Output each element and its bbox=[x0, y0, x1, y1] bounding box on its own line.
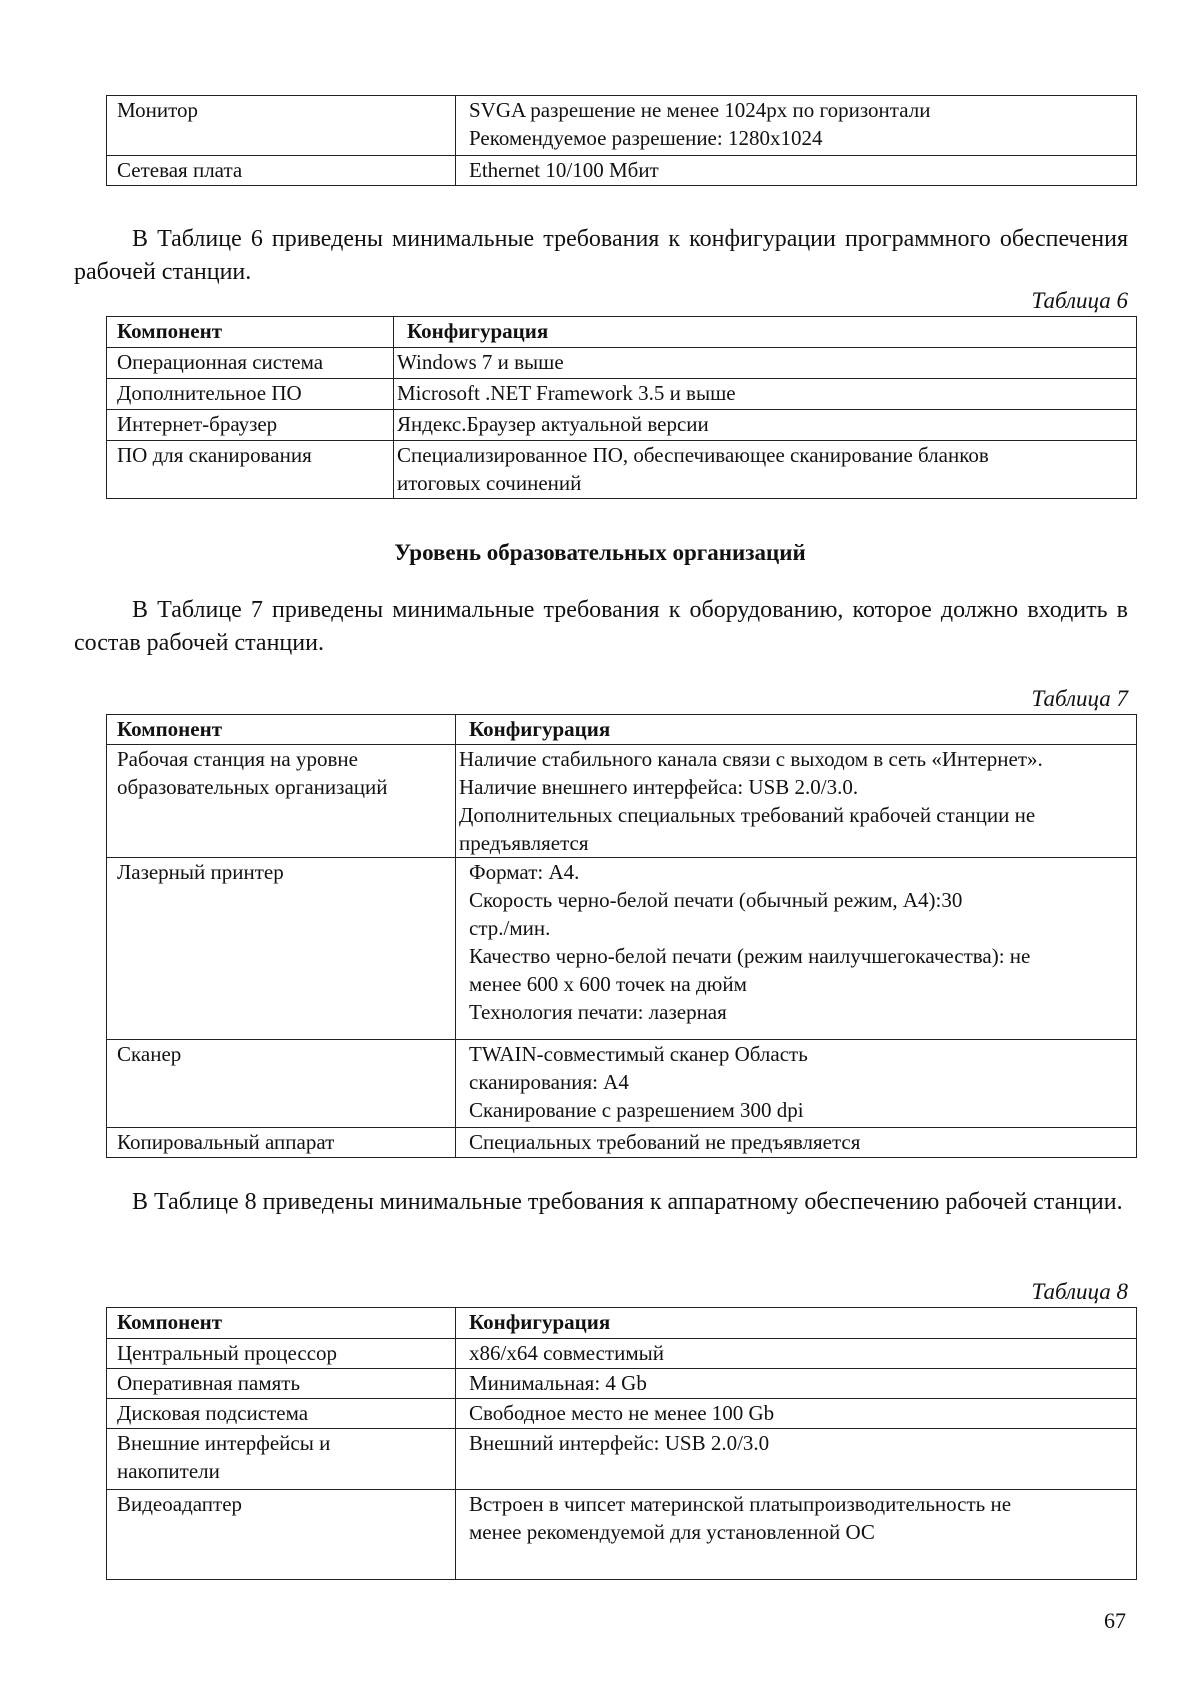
table-cell-config bbox=[456, 156, 1137, 186]
table-7 bbox=[106, 714, 1137, 1158]
table-cell-component bbox=[107, 1490, 456, 1580]
table-cell-component: Операционная система bbox=[107, 348, 394, 379]
table-7-caption: Таблица 7 bbox=[1031, 686, 1128, 711]
component-line: Внешние интерфейсы и bbox=[117, 1431, 331, 1455]
table-cell-component: Монитор bbox=[107, 96, 456, 156]
component-line: Дисковая подсистема bbox=[117, 1401, 309, 1425]
table-row bbox=[107, 1490, 1137, 1580]
table-cell-component: Сетевая плата bbox=[107, 156, 456, 186]
config-line: менее рекомендуемой для установленной ОС bbox=[469, 1520, 875, 1544]
table-cell-component bbox=[107, 1399, 456, 1429]
table-row bbox=[107, 156, 1137, 186]
table-header-row bbox=[107, 715, 1137, 745]
table-cell-config bbox=[456, 1339, 1137, 1369]
table-cell-config bbox=[394, 379, 1137, 410]
config-line: стр./мин. bbox=[469, 916, 551, 940]
table-cell-component bbox=[107, 1369, 456, 1399]
table-row bbox=[107, 348, 1137, 379]
config-line: Формат: А4. bbox=[469, 860, 580, 884]
config-line: Минимальная: 4 Gb bbox=[469, 1371, 647, 1395]
table-row bbox=[107, 1399, 1137, 1429]
table-row bbox=[107, 1128, 1137, 1158]
config-line: менее 600 х 600 точек на дюйм bbox=[469, 972, 747, 996]
table-row bbox=[107, 1429, 1137, 1490]
table-row bbox=[107, 96, 1137, 156]
table-cell-component bbox=[107, 1429, 456, 1490]
paragraph-table-6-intro: В Таблице 6 приведены минимальные требования к конфигурации программного обеспечения рабочей станции. bbox=[74, 226, 1128, 285]
header-component: Компонент bbox=[107, 317, 394, 348]
table-cell-component: Дополнительное ПО bbox=[107, 379, 394, 410]
table-6 bbox=[106, 316, 1137, 499]
section-heading: Уровень образовательных организаций bbox=[394, 540, 806, 565]
table-cell-component: Интернет-браузер bbox=[107, 410, 394, 441]
table-row bbox=[107, 379, 1137, 410]
table-cell-component: ПО для сканирования bbox=[107, 441, 394, 499]
config-line: Скорость черно-белой печати (обычный режим, А4):30 bbox=[469, 888, 963, 912]
page-number: 67 bbox=[1104, 1608, 1126, 1633]
config-line: x86/x64 совместимый bbox=[469, 1341, 664, 1365]
table-5-tail bbox=[106, 95, 1137, 186]
table-row bbox=[107, 441, 1137, 499]
config-line: Технология печати: лазерная bbox=[469, 1000, 727, 1024]
config-line: SVGA разрешение не менее 1024px по горизонтали bbox=[469, 98, 931, 122]
table-cell-config bbox=[456, 1429, 1137, 1490]
config-line: сканирования: А4 bbox=[469, 1070, 629, 1094]
table-6-caption: Таблица 6 bbox=[1031, 288, 1128, 313]
config-line: Наличие стабильного канала связи с выходом в сеть «Интернет». bbox=[459, 747, 1043, 771]
config-line: Внешний интерфейс: USB 2.0/3.0 bbox=[469, 1431, 770, 1455]
config-line: Специальных требований не предъявляется bbox=[469, 1130, 861, 1154]
table-8 bbox=[106, 1307, 1137, 1580]
config-line: Дополнительных специальных требований крабочей станции не bbox=[459, 803, 1036, 827]
config-line: Сканирование с разрешением 300 dpi bbox=[469, 1098, 804, 1122]
config-line: Специализированное ПО, обеспечивающее сканирование бланков bbox=[397, 443, 989, 467]
component-line: Лазерный принтер bbox=[117, 860, 284, 884]
table-cell-config bbox=[456, 745, 1137, 858]
table-cell-config bbox=[456, 1040, 1137, 1128]
table-row bbox=[107, 858, 1137, 1040]
table-row bbox=[107, 745, 1137, 858]
config-line: TWAIN-совместимый сканер Область bbox=[469, 1042, 808, 1066]
paragraph-table-8-intro: В Таблице 8 приведены минимальные требования к аппаратному обеспечению рабочей станции. bbox=[132, 1189, 1123, 1215]
table-cell-config bbox=[394, 441, 1137, 499]
table-cell-component bbox=[107, 858, 456, 1040]
table-row bbox=[107, 410, 1137, 441]
config-line: Microsoft .NET Framework 3.5 и выше bbox=[397, 381, 736, 405]
table-cell-config bbox=[456, 1490, 1137, 1580]
component-line: Центральный процессор bbox=[117, 1341, 338, 1365]
table-cell-component bbox=[107, 1339, 456, 1369]
header-config: Конфигурация bbox=[456, 715, 1137, 745]
component-line: Сканер bbox=[117, 1042, 182, 1066]
paragraph-table-7-intro: В Таблице 7 приведены минимальные требования к оборудованию, которое должно входить в состав рабочей станции. bbox=[74, 597, 1128, 656]
table-cell-config bbox=[456, 858, 1137, 1040]
component-line: образовательных организаций bbox=[117, 775, 388, 799]
table-cell-config bbox=[456, 96, 1137, 156]
table-cell-component bbox=[107, 1040, 456, 1128]
table-8-caption: Таблица 8 bbox=[1031, 1279, 1128, 1304]
config-line: Качество черно-белой печати (режим наилучшегокачества): не bbox=[469, 944, 1031, 968]
table-cell-config bbox=[456, 1399, 1137, 1429]
table-header-row bbox=[107, 1308, 1137, 1339]
header-component: Компонент bbox=[107, 715, 456, 745]
config-line: Встроен в чипсет материнской платыпроизводительность не bbox=[469, 1492, 1012, 1516]
table-cell-config bbox=[456, 1128, 1137, 1158]
table-row bbox=[107, 1339, 1137, 1369]
component-line: накопители bbox=[117, 1459, 220, 1483]
header-config: Конфигурация bbox=[394, 317, 1137, 348]
config-line: Рекомендуемое разрешение: 1280x1024 bbox=[469, 126, 823, 150]
config-line: Яндекс.Браузер актуальной версии bbox=[397, 412, 709, 436]
table-header-row bbox=[107, 317, 1137, 348]
component-line: Рабочая станция на уровне bbox=[117, 747, 358, 771]
table-row bbox=[107, 1369, 1137, 1399]
config-line: Windows 7 и выше bbox=[397, 350, 564, 374]
table-cell-config bbox=[394, 410, 1137, 441]
component-line: Копировальный аппарат bbox=[117, 1130, 335, 1154]
component-line: Видеоадаптер bbox=[117, 1492, 243, 1516]
header-config: Конфигурация bbox=[456, 1308, 1137, 1339]
config-line: Свободное место не менее 100 Gb bbox=[469, 1401, 775, 1425]
component-line: Оперативная память bbox=[117, 1371, 301, 1395]
config-line: Наличие внешнего интерфейса: USB 2.0/3.0. bbox=[459, 775, 859, 799]
header-component: Компонент bbox=[107, 1308, 456, 1339]
table-row bbox=[107, 1040, 1137, 1128]
config-line: Ethernet 10/100 Мбит bbox=[469, 158, 659, 182]
table-cell-component bbox=[107, 1128, 456, 1158]
table-cell-component bbox=[107, 745, 456, 858]
table-cell-config bbox=[394, 348, 1137, 379]
config-line: итоговых сочинений bbox=[397, 471, 582, 495]
table-cell-config bbox=[456, 1369, 1137, 1399]
config-line: предъявляется bbox=[459, 831, 589, 855]
